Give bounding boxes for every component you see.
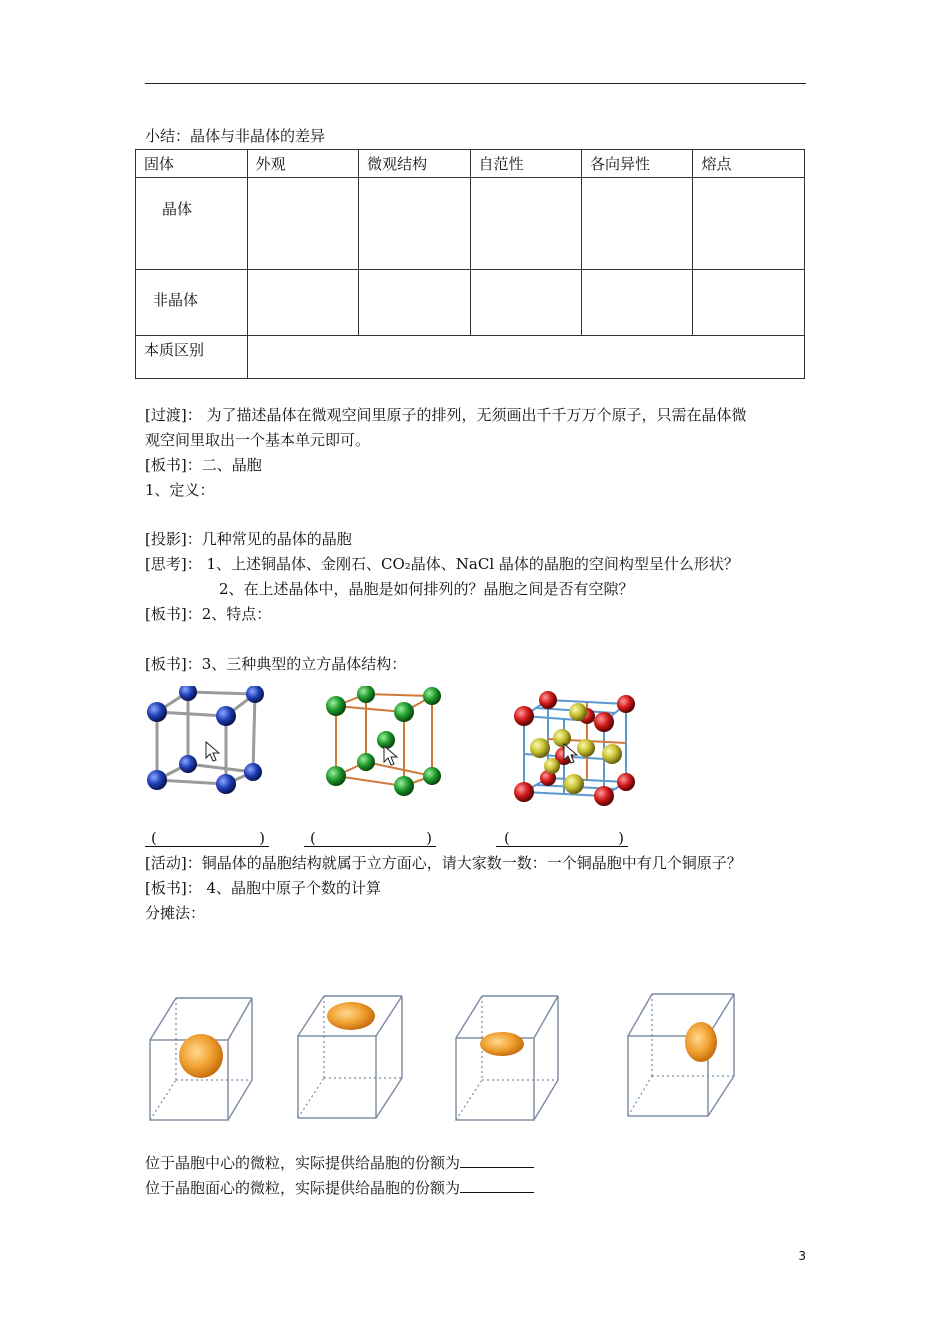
atom [179,686,197,701]
header-rule [145,83,806,84]
summary-table [135,149,805,379]
atom [394,702,414,722]
table-cell [470,178,581,270]
header-cell: 自范性 [470,150,581,178]
row-label-amorphous: 非晶体 [136,270,248,336]
atom [377,731,395,749]
caption-fcc: ( ) [304,829,436,847]
nacl-unit-cell-figure [508,686,640,810]
board-unit-cell: [板书]：二、晶胞 [145,456,262,474]
row-label-crystal: 晶体 [136,178,248,270]
transition-line-1: [过渡]： 为了描述晶体在微观空间里原子的排列，无须画出千千万万个原子，只需在晶体微 [145,406,747,424]
table-cell [470,270,581,336]
atom [544,758,560,774]
method-label: 分摊法： [145,904,206,922]
table-cell [693,270,805,336]
atom [357,753,375,771]
cube-face-particle-side [628,994,734,1116]
header-cell: 微观结构 [359,150,470,178]
atom [569,703,587,721]
table-cell [247,270,358,336]
row-label-essence: 本质区别 [136,336,248,379]
header-cell: 固体 [136,150,248,178]
atom [539,691,557,709]
atom [564,774,584,794]
atom [514,782,534,802]
sharing-method-figures [144,990,744,1126]
cursor-icon [384,746,397,765]
atom [423,687,441,705]
atom [423,767,441,785]
table-cell [582,270,693,336]
atom [179,755,197,773]
header-cell: 各向异性 [582,150,693,178]
think-line-2: 2、在上述晶体中，晶胞是如何排列的？晶胞之间是否有空隙？ [219,580,634,598]
answer-blank-center[interactable] [460,1152,534,1168]
cursor-icon [206,742,219,761]
fcc-unit-cell-figure [316,686,448,806]
atom [577,739,595,757]
board-features: [板书]：2、特点： [145,605,272,623]
atom [553,729,571,747]
atom [147,770,167,790]
board-cubic: [板书]：3、三种典型的立方晶体结构： [145,655,407,673]
atom [594,712,614,732]
caption-nacl: ( ) [496,829,628,847]
table-cell [359,270,470,336]
cube-face-particle-middle [456,996,558,1120]
projection-line: [投影]：几种常见的晶体的晶胞 [145,530,352,548]
bcc-unit-cell-figure [140,686,275,806]
atom [357,686,375,703]
atom [216,774,236,794]
board-count: [板书]： 4、晶胞中原子个数的计算 [145,879,382,897]
summary-heading: 小结：晶体与非晶体的差异 [145,127,326,145]
header-cell: 外观 [247,150,358,178]
atom [326,766,346,786]
atom [594,786,614,806]
table-cell [247,178,358,270]
table-cell [582,178,693,270]
atom [326,696,346,716]
atom [216,706,236,726]
table-cell [247,336,804,379]
table-cell [359,178,470,270]
think-line-1: [思考]： 1、上述铜晶体、金刚石、CO₂晶体、NaCl 晶体的晶胞的空间构型呈什么形状？ [145,555,739,573]
center-question: 位于晶胞中心的微粒，实际提供给晶胞的份额为 [145,1152,534,1173]
atom [617,773,635,791]
atom [530,738,550,758]
cube-face-particle-top [298,996,402,1118]
activity-line: [活动]：铜晶体的晶胞结构就属于立方面心，请大家数一数：一个铜晶胞中有几个铜原子？ [145,854,742,872]
cube-center-particle [150,998,252,1120]
table-cell [693,178,805,270]
page-number: 3 [798,1249,806,1263]
atom [244,763,262,781]
atom [147,702,167,722]
atom [602,744,622,764]
caption-bcc: ( ) [145,829,269,847]
atom [394,776,414,796]
atom [617,695,635,713]
transition-line-2: 观空间里取出一个基本单元即可。 [145,431,371,449]
atom [514,706,534,726]
face-question: 位于晶胞面心的微粒，实际提供给晶胞的份额为 [145,1177,534,1198]
header-cell: 熔点 [693,150,805,178]
definition-label: 1、定义： [145,481,215,499]
answer-blank-face[interactable] [460,1177,534,1193]
